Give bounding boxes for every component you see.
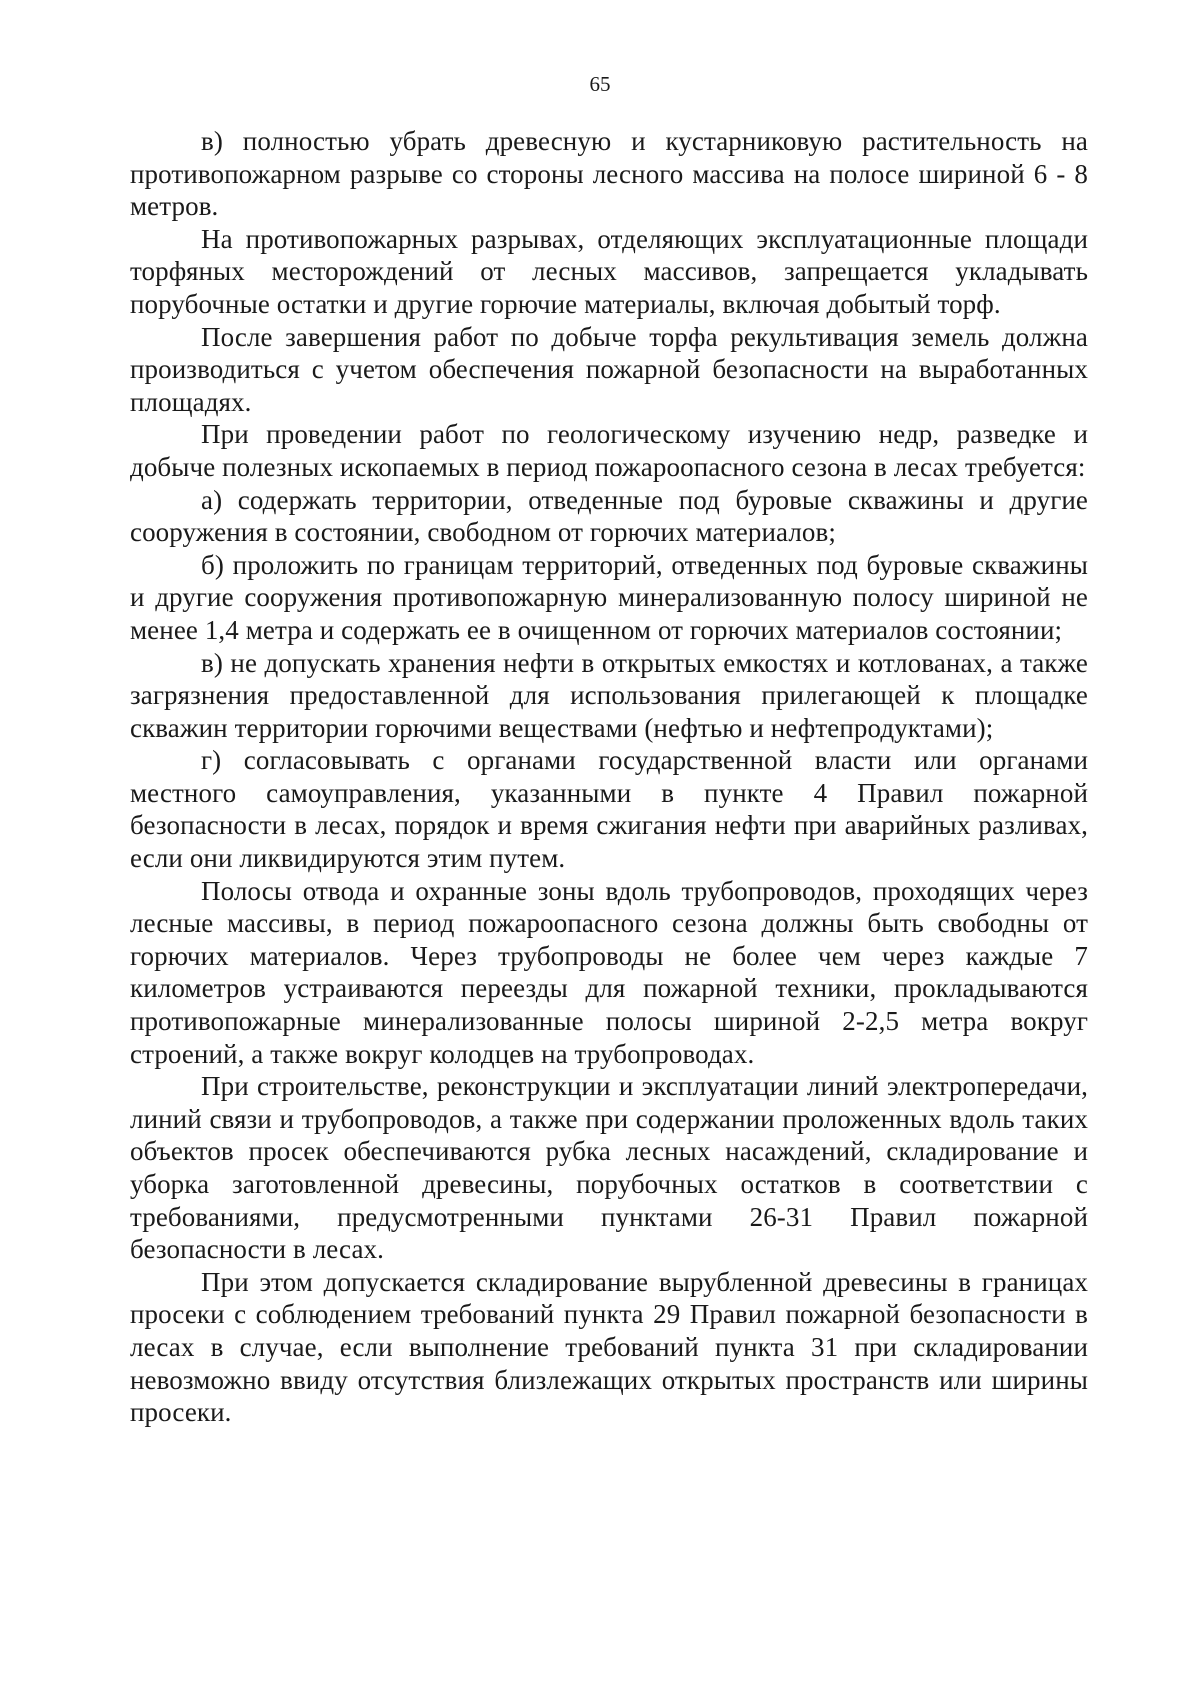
paragraph-wood-storage-clearing: При этом допускается складирование вырубленной древесины в границах просеки с соблюдением требований пункта 29 Правил пожарной безопасности в лесах в случае, если выполнение требований пункта 31 при складировании невозможно ввиду отсутствия близлежащих открытых пространств или ширины просеки. <box>130 1266 1088 1428</box>
paragraph-pipeline-zones: Полосы отвода и охранные зоны вдоль трубопроводов, проходящих через лесные массивы, в период пожароопасного сезона должны быть свободны от горючих материалов. Через трубопроводы не более чем через каждые 7 километров устраиваются переезды для пожарной техники, прокладываются противопожарные минерализованные полосы шириной 2-2,5 метра вокруг строений, а также вокруг колодцев на трубопроводах. <box>130 875 1088 1069</box>
paragraph-power-lines-construction: При строительстве, реконструкции и эксплуатации линий электропередачи, линий связи и трубопроводов, а также при содержании проложенных вдоль таких объектов просек обеспечиваются рубка лесных насаждений, складирование и уборка заготовленной древесины, порубочных остатков в соответствии с требованиями, предусмотренными пунктами 26-31 Правил пожарной безопасности в лесах. <box>130 1071 1088 1265</box>
paragraph-item-g-oil-burning: г) согласовывать с органами государственной власти или органами местного самоуправления, указанными в пункте 4 Правил пожарной безопасности в лесах, порядок и время сжигания нефти при аварийных разливах, если они ликвидируются этим путем. <box>130 745 1088 874</box>
paragraph-item-a-territories: а) содержать территории, отведенные под буровые скважины и другие сооружения в состоянии, свободном от горючих материалов; <box>130 484 1088 548</box>
paragraph-item-v-oil-storage: в) не допускать хранения нефти в открытых емкостях и котлованах, а также загрязнения предоставленной для использования прилегающей к площадке скважин территории горючими веществами (нефтью и нефтепродуктами); <box>130 647 1088 743</box>
paragraph-geological-works-intro: При проведении работ по геологическому изучению недр, разведке и добыче полезных ископаемых в период пожароопасного сезона в лесах требуется: <box>130 419 1088 482</box>
paragraph-item-v-clear-vegetation: в) полностью убрать древесную и кустарниковую растительность на противопожарном разрыве со стороны лесного массива на полосе шириной 6 - 8 метров. <box>130 126 1088 222</box>
paragraph-firebreak-restrictions: На противопожарных разрывах, отделяющих эксплуатационные площади торфяных месторождений от лесных массивов, запрещается укладывать порубочные остатки и другие горючие материалы, включая добытый торф. <box>130 223 1088 319</box>
document-body <box>130 125 1088 1429</box>
page-number: 65 <box>589 72 611 96</box>
paragraph-land-reclamation: После завершения работ по добыче торфа рекультивация земель должна производиться с учетом обеспечения пожарной безопасности на выработанных площадях. <box>130 321 1088 417</box>
paragraph-item-b-mineralized-strip: б) проложить по границам территорий, отведенных под буровые скважины и другие сооружения противопожарную минерализованную полосу шириной не менее 1,4 метра и содержать ее в очищенном от горючих материалов состоянии; <box>130 549 1088 645</box>
